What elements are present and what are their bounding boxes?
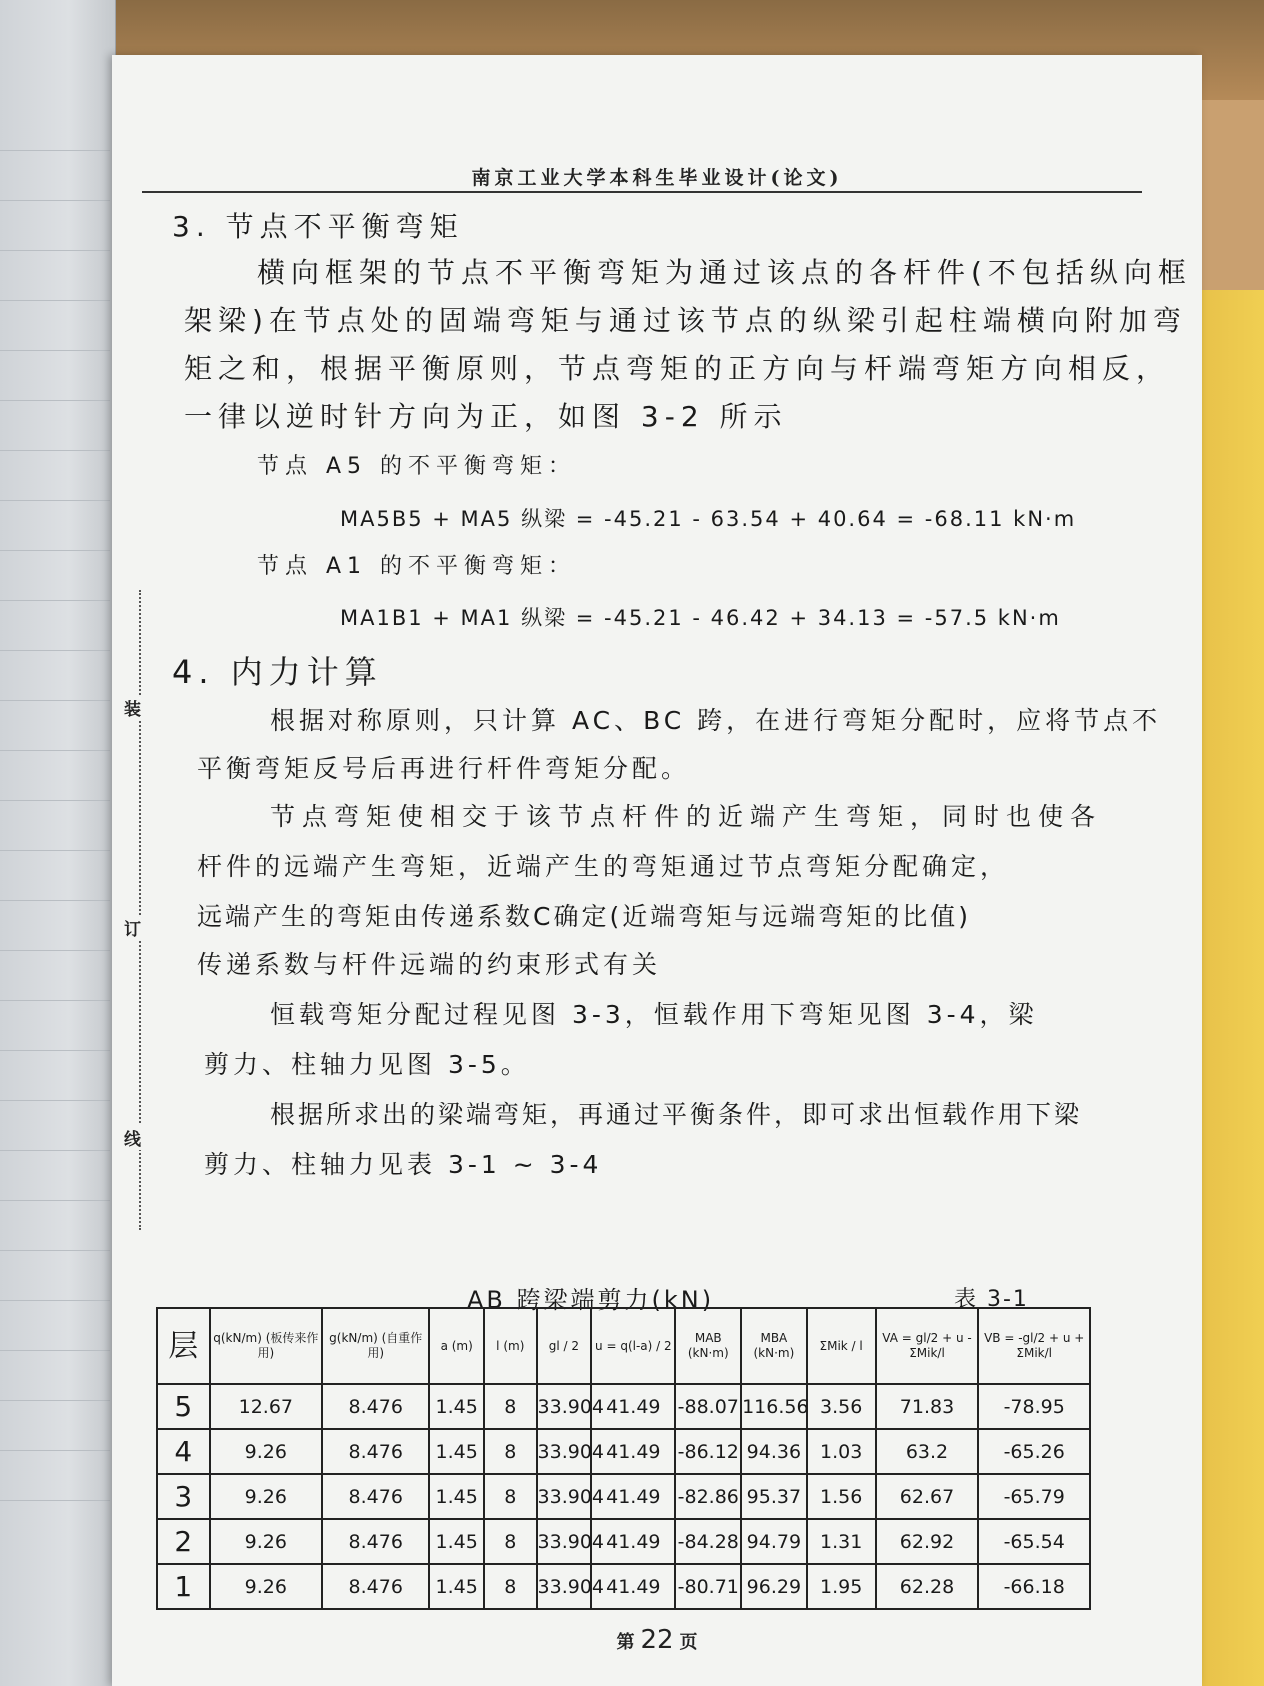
table-cell: 8.476 [322,1474,429,1519]
table-cell: -84.28 [675,1519,741,1564]
table-cell: 9.26 [210,1474,323,1519]
paragraph-line: 杆件的远端产生弯矩，近端产生的弯矩通过节点弯矩分配确定， [197,852,1010,881]
table-cell: 116.56 [741,1384,807,1429]
paragraph-line: 平衡弯矩反号后再进行杆件弯矩分配。 [197,754,691,783]
table-cell: -80.71 [675,1564,741,1609]
page-number: 22 [640,1625,674,1655]
table-cell: -65.26 [978,1429,1090,1474]
table-cell: 8.476 [322,1429,429,1474]
table-cell: 1.95 [807,1564,876,1609]
paragraph-line: 节点 A1 的不平衡弯矩： [257,554,577,579]
table-cell: 12.67 [210,1384,323,1429]
table-cell: 3 [157,1474,210,1519]
header-cell: a (m) [429,1308,484,1384]
table-cell: 1.45 [429,1384,484,1429]
table-cell: -65.79 [978,1474,1090,1519]
beam-shear-table [156,1307,1091,1610]
table-cell: 8.476 [322,1564,429,1609]
header-cell: gl / 2 [537,1308,592,1384]
table-cell: 1.45 [429,1519,484,1564]
table-cell: -78.95 [978,1384,1090,1429]
header-cell: MBA (kN·m) [741,1308,807,1384]
table-cell: 1.45 [429,1564,484,1609]
table-cell: 5 [157,1384,210,1429]
table-cell: 62.92 [876,1519,979,1564]
table-cell: 9.26 [210,1519,323,1564]
section-heading-3: 3. 节点不平衡弯矩 [172,210,464,243]
paragraph-line: 一律以逆时针方向为正，如图 3-2 所示 [184,400,788,433]
header-cell: u = q(l-a) / 2 [591,1308,675,1384]
paragraph-line: 剪力、柱轴力见表 3-1 ~ 3-4 [204,1150,603,1179]
table-cell: 63.2 [876,1429,979,1474]
table-cell: 8 [484,1474,537,1519]
header-cell: q(kN/m) (板传来作用) [210,1308,323,1384]
table-cell: 8 [484,1384,537,1429]
table-cell: 1 [157,1564,210,1609]
table-row [157,1429,1090,1474]
yellow-folder-background [1194,290,1264,1686]
table-cell: 95.37 [741,1474,807,1519]
page-header: 南京工业大学本科生毕业设计(论文) [471,167,843,189]
table-cell: 1.56 [807,1474,876,1519]
table-row [157,1384,1090,1429]
header-cell: l (m) [484,1308,537,1384]
table-cell: 1.45 [429,1429,484,1474]
table-cell: 8 [484,1429,537,1474]
header-cell: ΣMik / l [807,1308,876,1384]
table-cell: -66.18 [978,1564,1090,1609]
table-cell: 41.49 [591,1519,675,1564]
table-cell: 94.79 [741,1519,807,1564]
table-cell: 9.26 [210,1429,323,1474]
section-heading-4: 4. 内力计算 [172,653,383,691]
previous-page-edge [0,0,116,1686]
paragraph-line: 根据对称原则，只计算 AC、BC 跨，在进行弯矩分配时，应将节点不 [270,706,1162,735]
table-cell: 71.83 [876,1384,979,1429]
paragraph-line: 恒载弯矩分配过程见图 3-3，恒载作用下弯矩见图 3-4，梁 [270,1000,1038,1029]
table-cell: 96.29 [741,1564,807,1609]
document-page [112,55,1202,1686]
paragraph-line: 矩之和，根据平衡原则，节点弯矩的正方向与杆端弯矩方向相反， [184,352,1171,385]
table-title: AB 跨梁端剪力(kN) [467,1286,715,1314]
table-cell: 8 [484,1519,537,1564]
page-footer [112,1625,1202,1655]
header-rule [142,191,1142,193]
table-cell: 94.36 [741,1429,807,1474]
table-cell: 33.904 [537,1519,592,1564]
table-cell: 62.28 [876,1564,979,1609]
paragraph-line: 传递系数与杆件远端的约束形式有关 [197,950,662,979]
table-cell: -86.12 [675,1429,741,1474]
paragraph-line: 横向框架的节点不平衡弯矩为通过该点的各杆件(不包括纵向框 [257,256,1192,289]
table-cell: 41.49 [591,1474,675,1519]
header-cell: 层 [157,1308,210,1384]
binding-mark-zhuang: 装 [124,695,141,720]
paragraph-line: 节点弯矩使相交于该节点杆件的近端产生弯矩，同时也使各 [270,802,1103,831]
table-cell: 2 [157,1519,210,1564]
header-cell: g(kN/m) (自重作用) [322,1308,429,1384]
table-cell: 33.904 [537,1564,592,1609]
page-label-suffix: 页 [679,1632,698,1653]
table-cell: -88.07 [675,1384,741,1429]
paragraph-line: 根据所求出的梁端弯矩，再通过平衡条件，即可求出恒载作用下梁 [270,1100,1083,1129]
table-header-row [157,1308,1090,1384]
table-cell: 8.476 [322,1519,429,1564]
formula-line: MA1B1 + MA1 纵梁 = -45.21 - 46.42 + 34.13 = -57.5 kN·m [340,606,1061,630]
table-cell: 33.904 [537,1474,592,1519]
table-cell: 4 [157,1429,210,1474]
table-cell: 9.26 [210,1564,323,1609]
table-cell: -65.54 [978,1519,1090,1564]
binding-mark-ding: 订 [124,915,141,940]
binding-mark-xian: 线 [124,1125,141,1150]
table-cell: 62.67 [876,1474,979,1519]
header-cell: VA = gl/2 + u - ΣMik/l [876,1308,979,1384]
table-cell: 8 [484,1564,537,1609]
paragraph-line: 剪力、柱轴力见图 3-5。 [204,1050,530,1079]
table-cell: 41.49 [591,1429,675,1474]
page-label-prefix: 第 [616,1632,635,1653]
table-cell: 8.476 [322,1384,429,1429]
table-number: 表 3-1 [954,1287,1029,1312]
formula-line: MA5B5 + MA5 纵梁 = -45.21 - 63.54 + 40.64 = -68.11 kN·m [340,507,1077,531]
table-row [157,1564,1090,1609]
table-row [157,1474,1090,1519]
paragraph-line: 架梁)在节点处的固端弯矩与通过该节点的纵梁引起柱端横向附加弯 [184,304,1187,337]
table-cell: 1.31 [807,1519,876,1564]
paragraph-line: 节点 A5 的不平衡弯矩： [257,454,577,479]
table-cell: 41.49 [591,1384,675,1429]
header-cell: VB = -gl/2 + u + ΣMik/l [978,1308,1090,1384]
table-cell: 1.45 [429,1474,484,1519]
table-cell: 33.904 [537,1384,592,1429]
table-cell: 33.904 [537,1429,592,1474]
paragraph-line: 远端产生的弯矩由传递系数C确定(近端弯矩与远端弯矩的比值) [197,902,971,931]
table-row [157,1519,1090,1564]
table-cell: -82.86 [675,1474,741,1519]
table-cell: 3.56 [807,1384,876,1429]
table-cell: 1.03 [807,1429,876,1474]
table-cell: 41.49 [591,1564,675,1609]
header-cell: MAB (kN·m) [675,1308,741,1384]
